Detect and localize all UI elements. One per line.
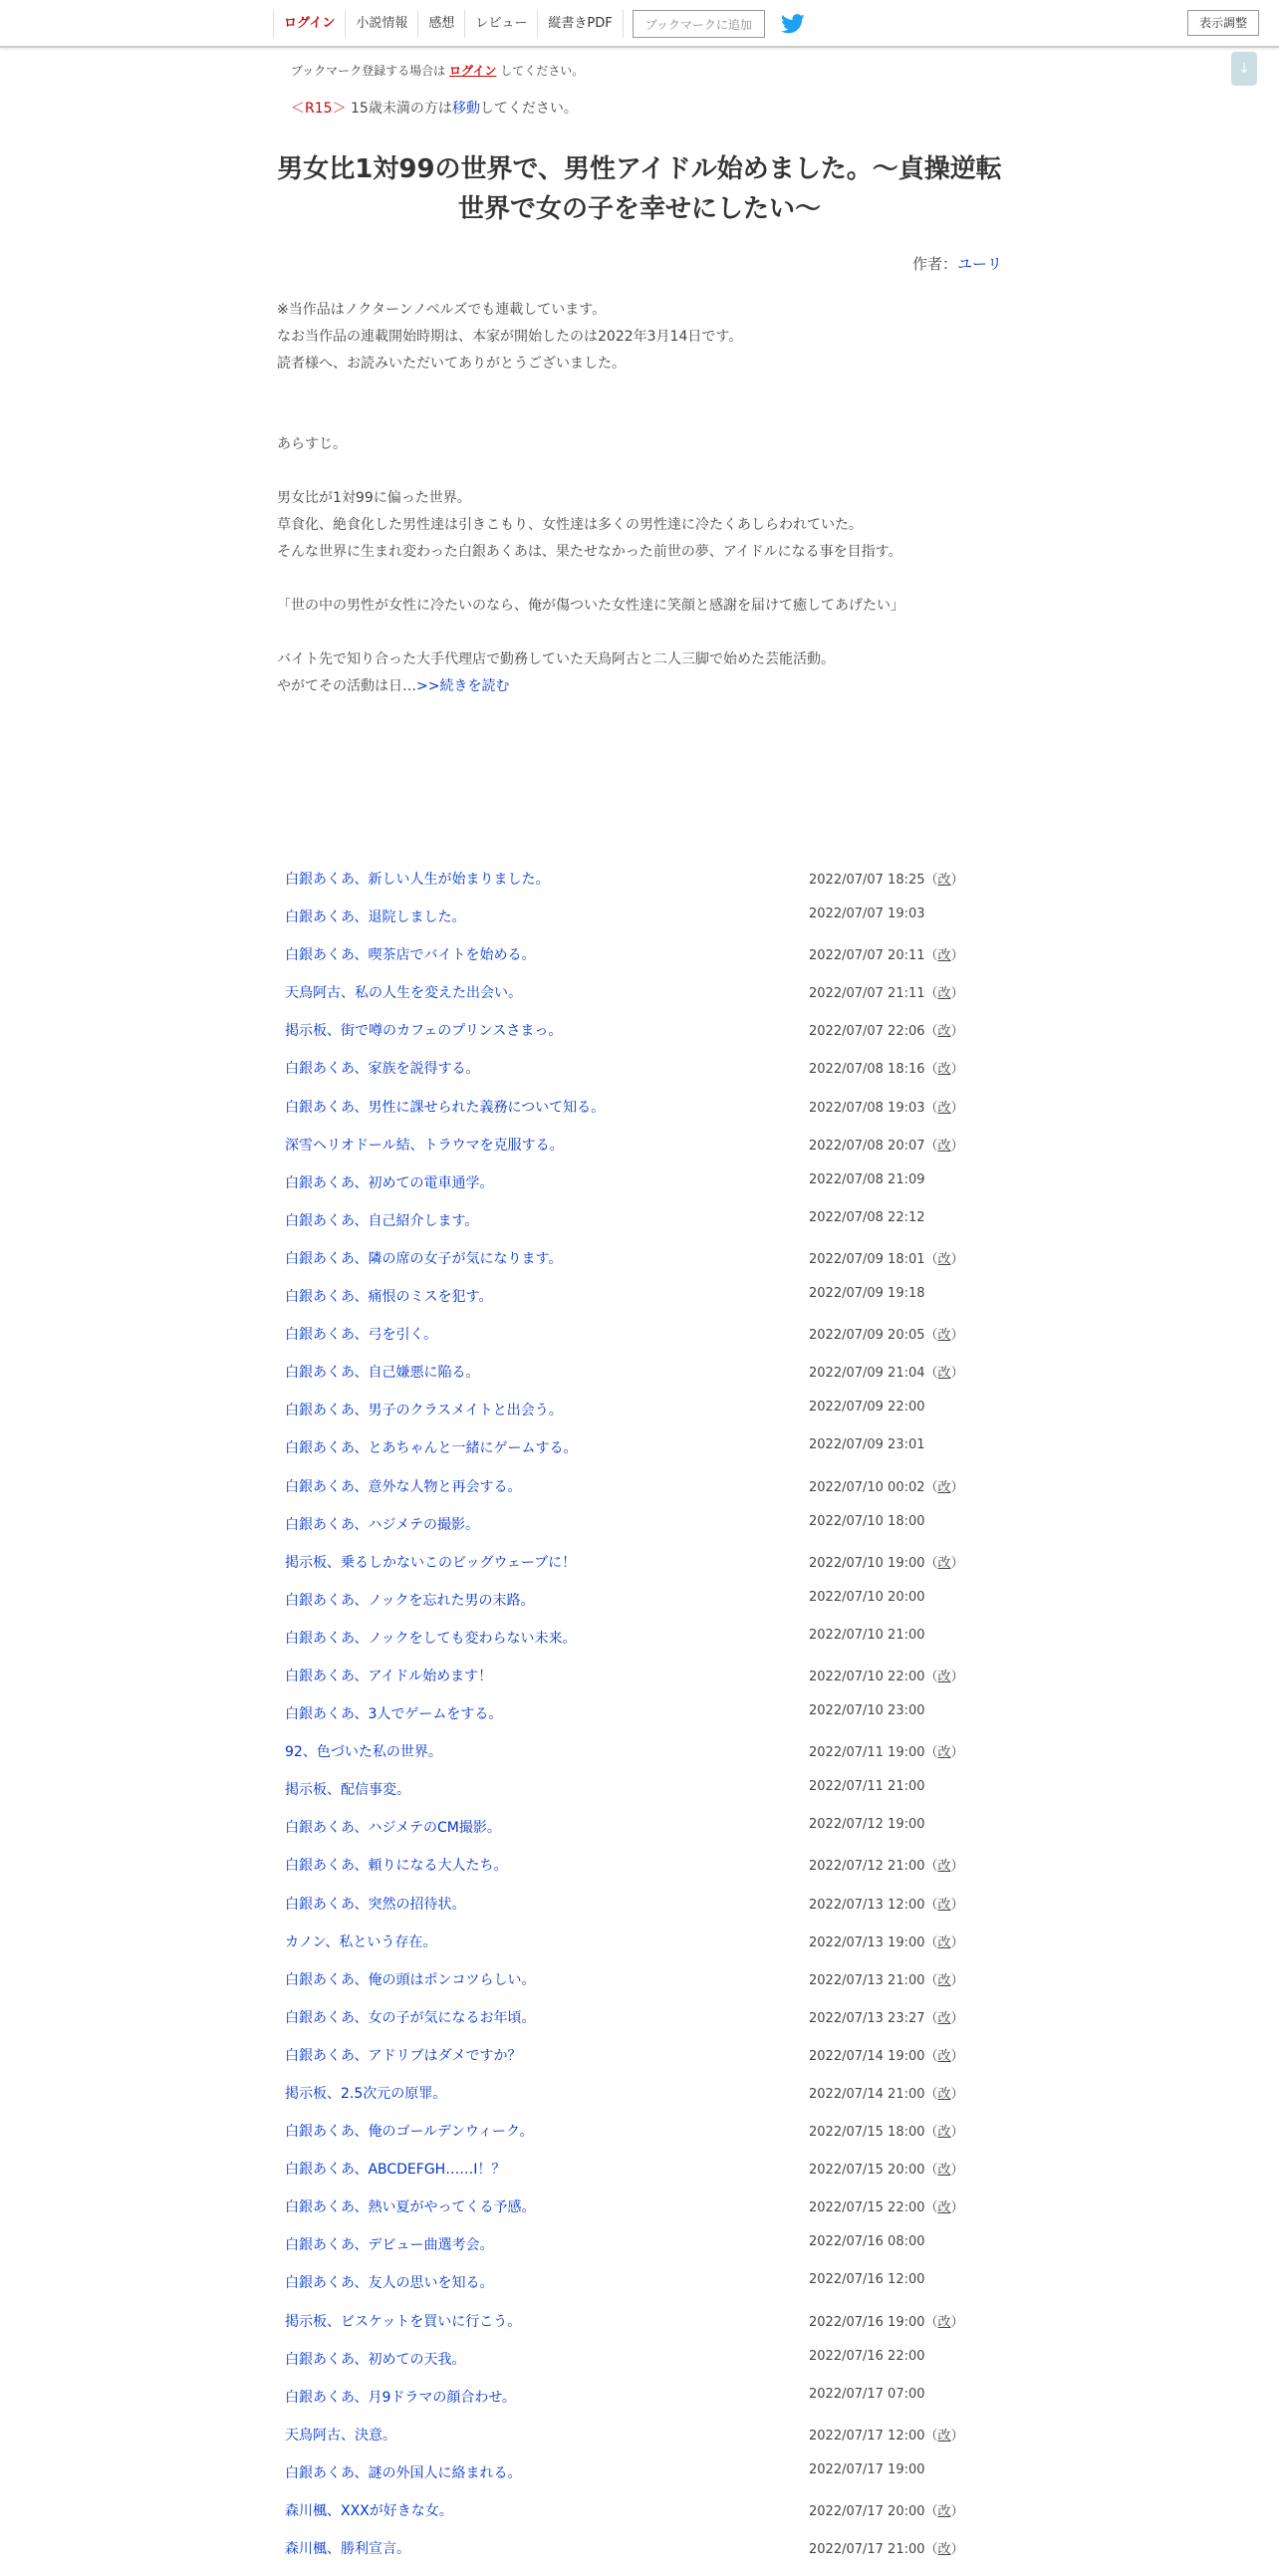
chapter-date	[809, 2234, 925, 2249]
scroll-down-arrow-icon[interactable]: ↓	[1231, 52, 1257, 86]
synopsis-line: 「世の中の男性が女性に冷たいのなら、俺が傷ついた女性達に笑顔と感謝を届けて癒してあげたい」	[277, 598, 904, 614]
chapter-date-text: 2022/07/14 19:00	[809, 2048, 925, 2064]
chapter-date-text: 2022/07/12 19:00	[809, 1817, 925, 1833]
chapter-row	[285, 1210, 1002, 1248]
revised-marker[interactable]: 改	[937, 1138, 951, 1154]
chapter-row	[285, 2387, 1002, 2425]
chapter-date-text: 2022/07/16 08:00	[809, 2234, 925, 2250]
chapter-date-text: 2022/07/16 12:00	[809, 2272, 925, 2288]
synopsis-lines	[277, 297, 1014, 673]
chapter-title-link[interactable]: 掲示板、乗るしかないこのビッグウェーブに！	[285, 1554, 577, 1571]
r15-badge: ＜R15＞	[291, 101, 347, 117]
chapter-date: 2022/07/11 19:00（改）	[809, 1745, 964, 1761]
chapter-date-text: 2022/07/10 23:00	[809, 1703, 925, 1719]
chapter-date: 2022/07/12 21:00（改）	[809, 1859, 964, 1875]
r15-text-post: してください。	[479, 101, 578, 117]
chapter-row	[285, 1552, 1002, 1590]
notice-text-post: してください。	[500, 64, 585, 78]
chapter-title-link[interactable]: 深雪ヘリオドール結、トラウマを克服する。	[285, 1137, 564, 1154]
chapter-row	[285, 1020, 1002, 1058]
chapter-date	[809, 1286, 925, 1301]
chapter-date-text: 2022/07/09 19:18	[809, 1286, 925, 1302]
author-name-link[interactable]: ユーリ	[956, 255, 1002, 273]
chapter-row	[285, 1703, 1002, 1741]
notice-login-link[interactable]: ログイン	[449, 64, 497, 78]
chapter-date: 2022/07/07 20:11（改）	[809, 948, 964, 964]
revised-marker[interactable]: 改	[937, 1745, 951, 1761]
revised-marker[interactable]: 改	[937, 1934, 951, 1950]
chapter-row	[285, 1741, 1002, 1779]
chapter-row	[285, 2272, 1002, 2310]
chapter-date: 2022/07/13 23:27（改）	[809, 2010, 964, 2026]
chapter-date-text: 2022/07/15 18:00	[809, 2125, 925, 2141]
chapter-date-text: 2022/07/11 21:00	[809, 1779, 925, 1795]
chapter-title-link[interactable]: 掲示板、ビスケットを買いに行こう。	[285, 2313, 522, 2330]
chapter-row	[285, 1097, 1002, 1135]
read-more-link[interactable]: >>続きを読む	[416, 678, 510, 694]
chapter-date	[809, 1400, 925, 1415]
chapter-row	[285, 1894, 1002, 1932]
chapter-title-link[interactable]: 白銀あくあ、俺の頭はポンコツらしい。	[285, 1971, 536, 1988]
chapter-date-text: 2022/07/13 23:27	[809, 2010, 925, 2026]
chapter-title-link[interactable]: 白銀あくあ、熱い夏がやってくる予感。	[285, 2199, 536, 2216]
chapter-date-text: 2022/07/09 22:00	[809, 1400, 925, 1416]
chapter-row	[285, 1324, 1002, 1362]
chapter-date: 2022/07/17 12:00（改）	[809, 2428, 964, 2444]
chapter-row	[285, 1666, 1002, 1703]
chapter-row	[285, 1969, 1002, 2007]
r15-text-pre: 15歳未満の方は	[351, 101, 452, 117]
top-navigation-bar	[0, 0, 1279, 48]
revised-marker[interactable]: 改	[937, 1100, 951, 1116]
chapter-title-link[interactable]: 白銀あくあ、ABCDEFGH……I！？	[285, 2162, 506, 2179]
chapter-date-text: 2022/07/08 19:03	[809, 1100, 925, 1116]
chapter-date	[809, 1437, 925, 1452]
display-settings-button[interactable]: 表示調整	[1187, 10, 1259, 36]
revised-marker[interactable]: 改	[937, 1669, 951, 1684]
chapter-row	[285, 869, 1002, 906]
synopsis-line	[277, 458, 1014, 485]
chapter-title-link[interactable]: 白銀あくあ、初めての電車通学。	[285, 1174, 494, 1191]
chapter-row	[285, 2083, 1002, 2121]
revised-marker[interactable]: 改	[937, 1972, 951, 1988]
chapter-date: 2022/07/07 18:25（改）	[809, 873, 964, 888]
chapter-date-text: 2022/07/17 07:00	[809, 2386, 925, 2402]
chapter-date	[809, 1172, 925, 1187]
chapter-date-text: 2022/07/09 23:01	[809, 1437, 925, 1453]
chapter-row	[285, 1400, 1002, 1437]
chapter-date-text: 2022/07/10 19:00	[809, 1555, 925, 1571]
chapter-date: 2022/07/13 12:00（改）	[809, 1897, 964, 1913]
notice-text-pre: ブックマーク登録する場合は	[291, 64, 446, 78]
chapter-row	[285, 2538, 1002, 2576]
chapter-title-link[interactable]: 白銀あくあ、退院しました。	[285, 909, 466, 926]
chapter-title-link[interactable]: 白銀あくあ、突然の招待状。	[285, 1896, 466, 1913]
nav-review-link[interactable]: レビュー	[464, 10, 538, 38]
synopsis-last-line	[277, 673, 1014, 700]
revised-marker[interactable]: 改	[937, 948, 951, 964]
chapter-title-link[interactable]: 白銀あくあ、ハジメテのCM撮影。	[285, 1820, 501, 1837]
chapter-date-text: 2022/07/09 21:04	[809, 1366, 925, 1382]
synopsis-line: ※当作品はノクターンノベルズでも連載しています。	[277, 302, 607, 318]
revised-marker[interactable]: 改	[937, 2048, 951, 2064]
chapter-date: 2022/07/08 20:07（改）	[809, 1138, 964, 1154]
chapter-row	[285, 2007, 1002, 2045]
revised-marker[interactable]: 改	[937, 2087, 951, 2102]
revised-marker[interactable]: 改	[937, 1859, 951, 1875]
chapter-date-text: 2022/07/08 22:12	[809, 1209, 925, 1225]
synopsis-line: バイト先で知り合った大手代理店で勤務していた天鳥阿古と二人三脚で始めた芸能活動。	[277, 651, 835, 667]
chapter-date	[809, 2272, 925, 2287]
chapter-title-link[interactable]: 森川楓、XXXが好きな女。	[285, 2503, 453, 2520]
chapter-date-text: 2022/07/10 20:00	[809, 1589, 925, 1605]
revised-marker[interactable]: 改	[937, 1479, 951, 1495]
chapter-date	[809, 906, 925, 921]
bookmark-login-notice	[291, 62, 584, 79]
chapter-list	[285, 869, 1002, 2576]
chapter-date	[809, 2462, 925, 2477]
chapter-title-link[interactable]: 森川楓、勝利宣言。	[285, 2541, 410, 2558]
chapter-date-text: 2022/07/07 19:03	[809, 906, 925, 922]
revised-marker[interactable]: 改	[937, 1366, 951, 1382]
revised-marker[interactable]: 改	[937, 1251, 951, 1267]
chapter-date: 2022/07/14 19:00（改）	[809, 2048, 964, 2064]
chapter-row	[285, 1476, 1002, 1514]
chapter-title-link[interactable]: 白銀あくあ、男性に課せられた義務について知る。	[285, 1099, 606, 1116]
chapter-row	[285, 1437, 1002, 1475]
chapter-date-text: 2022/07/17 21:00	[809, 2542, 925, 2558]
revised-marker[interactable]: 改	[937, 873, 951, 888]
chapter-date-text: 2022/07/13 19:00	[809, 1934, 925, 1950]
chapter-title-link[interactable]: 白銀あくあ、喫茶店でバイトを始める。	[285, 947, 536, 964]
chapter-date-text: 2022/07/09 18:01	[809, 1251, 925, 1267]
chapter-date-text: 2022/07/13 12:00	[809, 1897, 925, 1913]
chapter-title-link[interactable]: 白銀あくあ、3人でゲームをする。	[285, 1706, 503, 1723]
chapter-title-link[interactable]: 白銀あくあ、頼りになる大人たち。	[285, 1858, 508, 1875]
synopsis-line	[277, 404, 1014, 431]
chapter-title-link[interactable]: 白銀あくあ、女の子が気になるお年頃。	[285, 2009, 536, 2026]
chapter-title-link[interactable]: 白銀あくあ、とあちゃんと一緒にゲームする。	[285, 1440, 578, 1457]
chapter-row	[285, 1248, 1002, 1286]
revised-marker[interactable]: 改	[937, 2200, 951, 2216]
chapter-date-text: 2022/07/17 19:00	[809, 2461, 925, 2477]
chapter-date: 2022/07/15 20:00（改）	[809, 2163, 964, 2179]
chapter-date	[809, 1628, 925, 1643]
chapter-date	[809, 1210, 925, 1225]
chapter-date: 2022/07/08 19:03（改）	[809, 1100, 964, 1116]
chapter-date: 2022/07/10 19:00（改）	[809, 1555, 964, 1571]
chapter-date	[809, 1817, 925, 1832]
chapter-title-link[interactable]: 白銀あくあ、新しい人生が始まりました。	[285, 872, 550, 888]
chapter-row	[285, 1135, 1002, 1172]
chapter-title-link[interactable]: 92、色づいた私の世界。	[285, 1744, 442, 1761]
chapter-date-text: 2022/07/12 21:00	[809, 1859, 925, 1875]
chapter-row	[285, 2159, 1002, 2196]
chapter-title-link[interactable]: 白銀あくあ、意外な人物と再会する。	[285, 1478, 522, 1495]
chapter-date: 2022/07/13 21:00（改）	[809, 1972, 964, 1988]
chapter-date: 2022/07/10 22:00（改）	[809, 1669, 964, 1684]
chapter-date: 2022/07/14 21:00（改）	[809, 2087, 964, 2102]
chapter-title-link[interactable]: 白銀あくあ、自己嫌悪に陥る。	[285, 1365, 480, 1382]
chapter-date: 2022/07/09 21:04（改）	[809, 1366, 964, 1382]
revised-marker[interactable]: 改	[937, 2314, 951, 2330]
revised-marker[interactable]: 改	[937, 2542, 951, 2558]
chapter-date-text: 2022/07/10 18:00	[809, 1513, 925, 1529]
chapter-date-text: 2022/07/10 00:02	[809, 1479, 925, 1495]
chapter-date-text: 2022/07/10 21:00	[809, 1627, 925, 1643]
chapter-row	[285, 1628, 1002, 1666]
chapter-row	[285, 2196, 1002, 2234]
chapter-date	[809, 1514, 925, 1529]
chapter-date-text: 2022/07/16 19:00	[809, 2314, 925, 2330]
chapter-title-link[interactable]: 白銀あくあ、痛恨のミスを犯す。	[285, 1289, 493, 1306]
chapter-date-text: 2022/07/07 22:06	[809, 1024, 925, 1040]
chapter-date-text: 2022/07/16 22:00	[809, 2348, 925, 2364]
chapter-title-link[interactable]: 掲示板、2.5次元の原罪。	[285, 2086, 447, 2102]
r15-move-link[interactable]: 移動	[451, 101, 480, 117]
synopsis-line	[277, 378, 1014, 404]
chapter-row	[285, 1172, 1002, 1210]
revised-marker[interactable]: 改	[937, 1062, 951, 1078]
chapter-row	[285, 2311, 1002, 2349]
chapter-title-link[interactable]: 白銀あくあ、弓を引く。	[285, 1327, 438, 1344]
novel-title: 男女比1対99の世界で、男性アイドル始めました。〜貞操逆転世界で女の子を幸せにしたい〜	[277, 154, 1002, 224]
chapter-row	[285, 2500, 1002, 2538]
chapter-title-link[interactable]: 白銀あくあ、ノックをしても変わらない未来。	[285, 1630, 577, 1647]
nav-impressions-link[interactable]: 感想	[417, 10, 465, 38]
synopsis-line	[277, 566, 1014, 593]
chapter-row	[285, 2121, 1002, 2159]
chapter-date: 2022/07/10 00:02（改）	[809, 1479, 964, 1495]
chapter-title-link[interactable]: 白銀あくあ、男子のクラスメイトと出会う。	[285, 1403, 563, 1419]
chapter-date-text: 2022/07/08 20:07	[809, 1138, 925, 1154]
revised-marker[interactable]: 改	[937, 986, 951, 1002]
novel-synopsis	[277, 297, 1014, 700]
author-label: 作者：	[911, 255, 957, 273]
synopsis-line: 草食化、絶食化した男性達は引きこもり、女性達は多くの男性達に冷たくあしらわれていた。	[277, 517, 863, 533]
revised-marker[interactable]: 改	[937, 2010, 951, 2026]
chapter-date-text: 2022/07/09 20:05	[809, 1328, 925, 1344]
chapter-title-link[interactable]: 白銀あくあ、隣の席の女子が気になります。	[285, 1250, 563, 1267]
revised-marker[interactable]: 改	[937, 2125, 951, 2141]
author-line	[757, 253, 1002, 274]
chapter-date-text: 2022/07/15 22:00	[809, 2200, 925, 2216]
revised-marker[interactable]: 改	[937, 2163, 951, 2179]
chapter-date	[809, 1590, 925, 1605]
chapter-title-link[interactable]: 白銀あくあ、月9ドラマの顔合わせ。	[285, 2389, 516, 2406]
synopsis-line: 男女比が1対99に偏った世界。	[277, 490, 471, 506]
chapter-title-link[interactable]: 白銀あくあ、アドリブはダメですか？	[285, 2047, 522, 2064]
revised-marker[interactable]: 改	[937, 1328, 951, 1344]
chapter-title-link[interactable]: カノン、私という存在。	[285, 1933, 437, 1950]
chapter-date-text: 2022/07/07 20:11	[809, 948, 925, 964]
chapter-title-link[interactable]: 天鳥阿古、決意。	[285, 2427, 396, 2444]
chapter-row	[285, 2425, 1002, 2462]
nav-menu	[273, 10, 805, 38]
revised-marker[interactable]: 改	[937, 2428, 951, 2444]
chapter-date: 2022/07/15 22:00（改）	[809, 2200, 964, 2216]
chapter-title-link[interactable]: 白銀あくあ、友人の思いを知る。	[285, 2275, 494, 2292]
chapter-date-text: 2022/07/08 21:09	[809, 1171, 925, 1187]
synopsis-line: なお当作品の連載開始時期は、本家が開始したのは2022年3月14日です。	[277, 329, 743, 345]
chapter-row	[285, 944, 1002, 982]
chapter-date: 2022/07/09 20:05（改）	[809, 1328, 964, 1344]
chapter-row	[285, 2045, 1002, 2083]
chapter-title-link[interactable]: 白銀あくあ、家族を説得する。	[285, 1061, 480, 1078]
chapter-row	[285, 1058, 1002, 1096]
chapter-title-link[interactable]: 掲示板、配信事変。	[285, 1782, 410, 1799]
chapter-title-link[interactable]: 掲示板、街で噂のカフェのプリンスさまっ。	[285, 1023, 563, 1040]
synopsis-line: あらすじ。	[277, 436, 347, 452]
chapter-row	[285, 2234, 1002, 2272]
chapter-title-link[interactable]: 白銀あくあ、初めての天我。	[285, 2351, 466, 2368]
chapter-date-text: 2022/07/07 21:11	[809, 986, 925, 1002]
chapter-date	[809, 2349, 925, 2364]
chapter-date-text: 2022/07/07 18:25	[809, 873, 925, 888]
chapter-date: 2022/07/13 19:00（改）	[809, 1934, 964, 1950]
nav-login-link[interactable]: ログイン	[273, 10, 346, 38]
chapter-date: 2022/07/07 22:06（改）	[809, 1024, 964, 1040]
chapter-date: 2022/07/17 20:00（改）	[809, 2504, 964, 2520]
chapter-row	[285, 1286, 1002, 1324]
chapter-date	[809, 1779, 925, 1794]
chapter-title-link[interactable]: 白銀あくあ、デビュー曲選考会。	[285, 2237, 494, 2254]
synopsis-truncated-text: やがてその活動は日…	[277, 678, 416, 694]
chapter-row	[285, 1362, 1002, 1400]
chapter-date: 2022/07/08 18:16（改）	[809, 1062, 964, 1078]
twitter-bird-icon[interactable]	[781, 14, 805, 34]
add-bookmark-button[interactable]: ブックマークに追加	[633, 10, 765, 38]
chapter-row	[285, 982, 1002, 1020]
chapter-date: 2022/07/09 18:01（改）	[809, 1251, 964, 1267]
nav-vertical-pdf-link[interactable]: 縦書きPDF	[537, 10, 623, 38]
r15-notice	[291, 98, 578, 118]
synopsis-line	[277, 620, 1014, 646]
chapter-title-link[interactable]: 白銀あくあ、俺のゴールデンウィーク。	[285, 2124, 534, 2141]
chapter-date	[809, 2387, 925, 2402]
revised-marker[interactable]: 改	[937, 1555, 951, 1571]
chapter-title-link[interactable]: 白銀あくあ、ノックを忘れた男の末路。	[285, 1592, 535, 1609]
chapter-row	[285, 1855, 1002, 1893]
chapter-date-text: 2022/07/17 20:00	[809, 2504, 925, 2520]
chapter-row	[285, 906, 1002, 944]
chapter-date-text: 2022/07/14 21:00	[809, 2087, 925, 2102]
revised-marker[interactable]: 改	[937, 1024, 951, 1040]
chapter-row	[285, 2462, 1002, 2500]
chapter-row	[285, 1817, 1002, 1855]
chapter-row	[285, 1514, 1002, 1552]
nav-novel-info-link[interactable]: 小説情報	[345, 10, 418, 38]
chapter-row	[285, 1779, 1002, 1817]
chapter-date: 2022/07/16 19:00（改）	[809, 2314, 964, 2330]
chapter-date: 2022/07/07 21:11（改）	[809, 986, 964, 1002]
chapter-title-link[interactable]: 白銀あくあ、謎の外国人に絡まれる。	[285, 2464, 522, 2481]
chapter-date-text: 2022/07/17 12:00	[809, 2428, 925, 2444]
chapter-title-link[interactable]: 天鳥阿古、私の人生を変えた出会い。	[285, 985, 522, 1002]
chapter-date-text: 2022/07/11 19:00	[809, 1745, 925, 1761]
chapter-title-link[interactable]: 白銀あくあ、アイドル始めます！	[285, 1668, 493, 1684]
chapter-title-link[interactable]: 白銀あくあ、ハジメテの撮影。	[285, 1516, 480, 1533]
chapter-date: 2022/07/17 21:00（改）	[809, 2542, 964, 2558]
chapter-date-text: 2022/07/15 20:00	[809, 2163, 925, 2179]
revised-marker[interactable]: 改	[937, 1897, 951, 1913]
revised-marker[interactable]: 改	[937, 2504, 951, 2520]
chapter-date-text: 2022/07/10 22:00	[809, 1669, 925, 1684]
chapter-date	[809, 1703, 925, 1718]
synopsis-line: そんな世界に生まれ変わった白銀あくあは、果たせなかった前世の夢、アイドルになる事を目指す。	[277, 544, 902, 560]
synopsis-line: 読者様へ、お読みいただいてありがとうございました。	[277, 356, 626, 372]
chapter-date-text: 2022/07/08 18:16	[809, 1062, 925, 1078]
chapter-date-text: 2022/07/13 21:00	[809, 1972, 925, 1988]
chapter-row	[285, 1932, 1002, 1969]
chapter-row	[285, 2349, 1002, 2387]
chapter-row	[285, 1590, 1002, 1628]
chapter-title-link[interactable]: 白銀あくあ、自己紹介します。	[285, 1212, 479, 1229]
chapter-date: 2022/07/15 18:00（改）	[809, 2125, 964, 2141]
